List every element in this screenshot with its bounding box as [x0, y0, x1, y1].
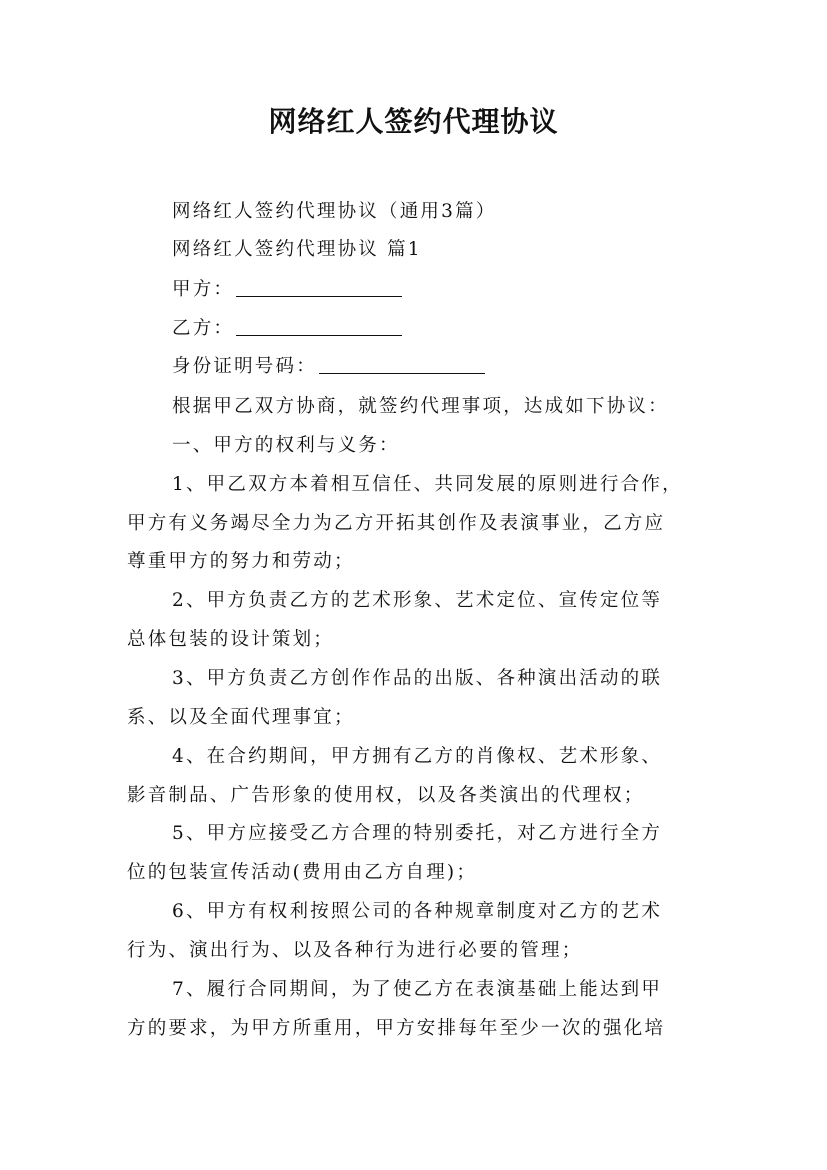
clause-1-line-3: 尊重甲方的努力和劳动；: [127, 551, 355, 572]
clause-2-line-1: 2、甲方负责乙方的艺术形象、艺术定位、宣传定位等: [172, 590, 663, 611]
document-title: 网络红人签约代理协议: [268, 105, 559, 138]
clause-6-line-1: 6、甲方有权利按照公司的各种规章制度对乙方的艺术: [172, 901, 663, 922]
section-heading: 网络红人签约代理协议 篇1: [172, 239, 422, 260]
id-number-row: [172, 353, 772, 381]
id-number-label: 身份证明号码：: [172, 356, 317, 377]
document-subtitle: 网络红人签约代理协议（通用3篇）: [172, 201, 497, 222]
clause-7-line-1: 7、履行合同期间，为了使乙方在表演基础上能达到甲: [172, 979, 663, 1000]
clause-4-line-1: 4、在合约期间，甲方拥有乙方的肖像权、艺术形象、: [172, 746, 663, 767]
party-b-label: 乙方：: [172, 318, 235, 339]
clause-3-line-1: 3、甲方负责乙方创作作品的出版、各种演出活动的联: [172, 668, 663, 689]
party-a-row: [172, 276, 772, 304]
party-a-label: 甲方：: [172, 279, 235, 300]
clause-heading: 一、甲方的权利与义务：: [172, 435, 400, 456]
clause-2-line-2: 总体包装的设计策划；: [127, 629, 335, 650]
clause-1-line-1: 1、甲乙双方本着相互信任、共同发展的原则进行合作，: [172, 474, 683, 495]
clause-5-line-2: 位的包装宣传活动(费用由乙方自理)；: [127, 862, 478, 883]
id-number-blank: [319, 355, 485, 374]
party-b-row: [172, 315, 772, 343]
clause-4-line-2: 影音制品、广告形象的使用权，以及各类演出的代理权；: [127, 785, 645, 806]
party-b-blank: [236, 317, 402, 336]
clause-3-line-2: 系、以及全面代理事宜；: [127, 707, 355, 728]
clause-6-line-2: 行为、演出行为、以及各种行为进行必要的管理；: [127, 940, 583, 961]
party-a-blank: [236, 278, 402, 297]
clause-5-line-1: 5、甲方应接受乙方合理的特别委托，对乙方进行全方: [172, 823, 663, 844]
intro-paragraph: 根据甲乙双方协商，就签约代理事项，达成如下协议：: [172, 396, 669, 417]
clause-7-line-2: 方的要求，为甲方所重用，甲方安排每年至少一次的强化培: [127, 1018, 666, 1039]
clause-1-line-2: 甲方有义务竭尽全力为乙方开拓其创作及表演事业，乙方应: [127, 513, 666, 534]
